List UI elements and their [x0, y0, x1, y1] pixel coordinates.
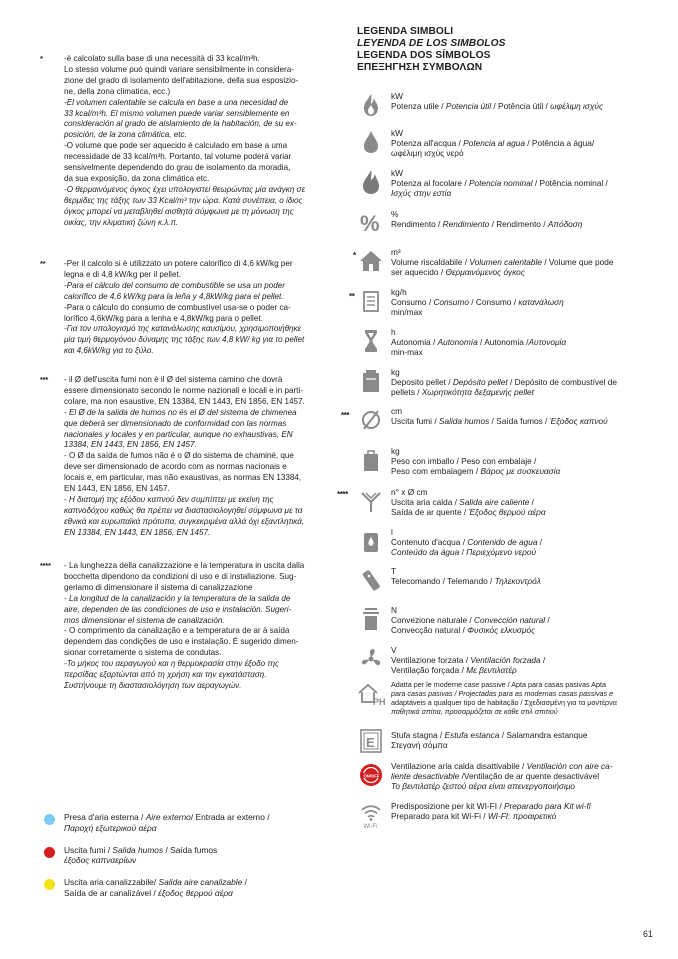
label-it: Uscita fumi	[64, 844, 106, 855]
label-es: Salida humos	[438, 416, 490, 427]
range-label: min-max	[391, 347, 423, 358]
legend-row-weight: kg Peso con imballo / Peso con embalaje / Peso com embalagem / Βάρος με συσκευασία	[356, 446, 666, 480]
label-es: Consumo	[433, 297, 469, 308]
hourglass-icon	[356, 327, 386, 355]
label-it: Contenuto d'acqua	[391, 537, 461, 548]
label-gr: Έξοδος καπνού	[549, 416, 608, 427]
label-es: Telemando	[447, 576, 488, 587]
note-line: - La lunghezza della canalizzazione e la temperatura in uscita dalla	[64, 561, 305, 570]
note-line: - La longitud de la canalización y la temperatura de la salida de	[64, 593, 291, 603]
label-pt: pellets	[391, 387, 415, 398]
note-line: consideración al grado de aislamiento de la habitación, de su ex-	[64, 119, 297, 129]
legend-row-fan-switchable: ON/OFF Ventilazione aria calda disattivabile / Ventilación con aire ca- liente desactivable /Ventilação de ar quente desactivável Το βεντιλατέρ ζεστού αέρα είναι απενεργοποιήσιμο	[356, 761, 666, 801]
label-it: Peso con imballo	[391, 456, 455, 467]
note-line: -è calcolato sulla base di una necessità di 33 kcal/m³h.	[64, 54, 260, 63]
label-it: Rendimento	[391, 219, 436, 230]
note-line: sensivelmente dependendo do grau de isolamento da moradia,	[64, 163, 291, 173]
unit-label: V	[391, 645, 397, 655]
note-line: calorífico de 4,6 kW/kg para la leña y 4,8kW/kg para el pellet.	[64, 291, 284, 301]
legend-title-gr: ΕΠΕΞΗΓΗΣΗ ΣΥΜΒΟΛΩΝ	[357, 62, 483, 73]
note-line: geriamo di dimensionare il sistema di canalizzazione	[64, 582, 253, 592]
label-gr: Βάρος με συσκευασία	[480, 466, 561, 477]
note-line: καπνοδόχου καθώς θα πρέπει να διαστασιολογηθεί σύμφωνα με τα	[64, 505, 303, 515]
note-line: zione del grado di isolamento dell'abitazione, della sua esposizio-	[64, 75, 299, 85]
label-gr: Παροχή εξωτερικού αέρα	[64, 822, 157, 833]
note-line: nacionales y locales y en particular, aunque no exhaustivas, EN	[64, 429, 293, 439]
label-es: liente desactivable	[391, 771, 460, 782]
fan-off-icon	[356, 761, 386, 789]
label-gr: έξοδος καπναερίων	[64, 855, 137, 866]
note-line: que deberá ser dimensionado de conformidad con las normas	[64, 418, 287, 428]
label-pt: Depósito de combustível de	[514, 377, 618, 388]
label-gr: Ισχύς στην εστία	[391, 188, 452, 199]
label-it: Stufa stagna	[391, 730, 438, 740]
label-it: Ventilazione forzata	[391, 655, 464, 666]
connection-legend	[44, 812, 270, 910]
label-es: Volumen calentable	[469, 257, 542, 268]
legend-row-water-power: kW Potenza all'acqua / Potencia al agua / Potência a água/ ωφέλιμη ισχύς νερό	[356, 128, 666, 162]
diameter-icon	[356, 406, 386, 434]
legend-row-autonomy: h Autonomia / Autonomía / Autonomia /Αυτονομία min-max	[356, 327, 666, 361]
fire-icon	[356, 168, 386, 196]
label-pt: Consumo	[475, 297, 512, 308]
passive-house-line: adaptáveis a qualquer tipo de habitação / Σχεδιασμένη για τα μοντέρνα	[391, 698, 617, 707]
note-line: -Ο θερμαινόμενος όγκος έχει υπολογιστεί θεωρώντας μία ανάγκη σε	[64, 184, 305, 194]
svg-text:ON/OFF: ON/OFF	[363, 773, 380, 779]
note-line: -El volumen calentable se calcula en base a una necesidad de	[64, 97, 289, 107]
water-drop-icon	[356, 128, 386, 156]
remote-control-icon	[356, 566, 386, 594]
label-es: Preparado para Kit wi-fi	[503, 801, 591, 811]
note-line: mos dimensionar el sistema de canalización.	[64, 615, 225, 625]
note-consumption	[38, 259, 326, 368]
label-gr: Στεγανή σόμπα	[391, 740, 448, 751]
passive-house-line: para casas pasivas / Projectadas para as modernas casas passivas e	[391, 689, 614, 698]
label-it: Telecomando	[391, 576, 441, 587]
note-line: -Para el cálculo del consumo de combustible se usa un poder	[64, 280, 285, 290]
label-it: Potenza al focolare	[391, 178, 463, 189]
package-weight-icon	[356, 446, 386, 474]
pellet-consumption-icon	[356, 287, 386, 315]
house-icon	[356, 247, 386, 275]
page-number: 61	[643, 929, 653, 939]
label-it: Volume riscaldabile	[391, 257, 463, 268]
note-line: θερμίδες της τάξης των 33 Kcal/m³ την ώρα. Κατά συνέπεια, ο ίδιος	[64, 195, 303, 205]
label-es: Aire externo	[145, 812, 191, 822]
note-mark: ***	[40, 375, 48, 384]
legend-row-remote: T Telecomando / Telemando / Τηλεκοντρόλ	[356, 566, 666, 600]
label-pt: Saída de ar canalizável	[64, 887, 152, 898]
label-es: Convección natural	[474, 615, 546, 626]
note-line: Lo stesso volume può quindi variare sensibilmente in considera-	[64, 64, 294, 74]
unit-label: N	[391, 605, 397, 615]
label-pt: Peso com embalagem	[391, 466, 474, 477]
label-gr: WI-FI: προαιρετικό	[487, 811, 557, 822]
legend-row-forced-ventilation: V Ventilazione forzata / Ventilación forzada / Ventilação forçada / Με βεντιλατέρ	[356, 645, 666, 679]
label-pt: Convecção natural	[391, 625, 461, 636]
note-line: - O comprimento da canalização e a temperatura de ar à saída	[64, 626, 290, 636]
label-pt: Potência nominal /	[539, 178, 608, 189]
note-line: deve ser dimensionado de acordo com as normas nacionais e	[64, 462, 287, 472]
label-pt: Potência útil	[498, 101, 544, 112]
note-line: 13384, EN 1443, EN 1856, EN 1457.	[64, 440, 197, 450]
unit-label: kW	[391, 168, 403, 178]
label-es: Salida aire caliente	[459, 497, 530, 508]
legend-title-es: LEYENDA DE LOS SIMBOLOS	[357, 38, 506, 49]
unit-label: kW	[391, 128, 403, 138]
note-star: ***	[341, 411, 350, 420]
label-es: Estufa estanca	[444, 730, 500, 740]
legend-row-nominal-power: kW Potenza al focolare / Potencia nominal / Potência nominal / Ισχύς στην εστία	[356, 168, 666, 202]
note-line: ne, della zona climatica, ecc.)	[64, 86, 171, 96]
label-it: Deposito pellet	[391, 377, 446, 388]
note-line: -O volume que pode ser aquecido é calculado em base a uma	[64, 141, 288, 151]
pellet-tank-icon	[356, 367, 386, 395]
label-pt: Ventilação de ar quente desactivável	[463, 771, 600, 782]
legend-row-efficiency: % % Rendimento / Rendimiento / Rendimento / Απόδοση	[356, 209, 666, 243]
label-es: Potencia nominal	[468, 178, 533, 189]
label-gr: Απόδοση	[547, 219, 583, 230]
note-line: - Η διατομή της εξόδου καπνού δεν συμπίπτει με εκείνη της	[64, 494, 274, 504]
label-es: Potencia útil	[445, 101, 492, 112]
note-line: necessidade de 33 kcal/m³h. Portanto, tal volume poderá variar	[64, 152, 292, 162]
label-gr: κατανάλωση	[518, 297, 564, 308]
legend-row-natural-convection: N Convezione naturale / Convección natural / Convecção natural / Φυσικός ελκυσμός	[356, 605, 666, 639]
hot-air-outlet-icon	[356, 487, 386, 515]
label-it: Predisposizione per kit WI-FI	[391, 801, 498, 811]
passive-house-icon	[356, 680, 386, 708]
note-line: sionar corretamente o sistema de condutas.	[64, 648, 222, 658]
note-line: locais e, em particular, mas não exaustivas, as normas EN 13384,	[64, 473, 302, 483]
wifi-icon	[356, 801, 386, 829]
legend-title-pt: LEGENDA DOS SÍMBOLOS	[357, 50, 491, 61]
note-line: essere dimensionato secondo le norme nazionali e locali e in parti-	[64, 385, 303, 395]
label-it: Ventilazione aria calda disattivabile	[391, 761, 520, 771]
unit-label: kg	[391, 367, 400, 377]
svg-text:PH: PH	[373, 697, 386, 707]
note-line: dependem das condições de uso e instalação. É sugerido dimen-	[64, 637, 299, 647]
legend-row-consumption: ** kg/h Consumo / Consumo / Consumo / κατανάλωση min/max	[356, 287, 666, 321]
unit-label: n° x Ø cm	[391, 487, 428, 497]
legend-row-passive-house	[356, 680, 666, 720]
label-it: Potenza utile	[391, 101, 439, 112]
flame-icon	[356, 91, 386, 119]
note-line: aire, dependen de las condiciones de uso e instalación. Sugeri-	[64, 604, 292, 614]
label-es: Rendimiento	[442, 219, 490, 230]
label-es: Peso con embalaje	[461, 456, 532, 467]
label-gr: Έξοδος θερμού αέρα	[468, 507, 546, 518]
label-gr: Περιεχόμενο νερού	[466, 547, 537, 558]
legend-row-sealed-stove: E Stufa stagna / Estufa estanca / Salamandra estanque Στεγανή σόμπα	[356, 727, 666, 761]
legend-title	[357, 26, 506, 74]
label-it: Convezione naturale	[391, 615, 468, 626]
note-star: **	[349, 292, 355, 301]
label-gr: Το βεντιλατέρ ζεστού αέρα είναι απενεργοποιήσιμο	[391, 781, 575, 792]
note-ducting	[38, 561, 326, 692]
label-pt: ser aquecido	[391, 267, 439, 278]
label-es: Potencia al agua	[463, 138, 525, 149]
unit-label: l	[391, 527, 393, 537]
label-pt: Saída de ar quente	[391, 507, 462, 518]
label-es: Contenido de agua	[467, 537, 538, 548]
note-line: posición, de la zona climática, etc.	[64, 130, 187, 140]
water-tank-icon	[356, 527, 386, 555]
natural-convection-icon	[356, 605, 386, 633]
label-pt: Potência a água/	[531, 138, 595, 149]
note-mark: *	[40, 54, 43, 63]
note-line: - El Ø de la salida de humos no és el Ø del sistema de chimenea	[64, 407, 297, 417]
label-gr: ωφέλιμη ισχύς	[550, 101, 604, 112]
label-it: Uscita aria calda	[391, 497, 453, 508]
legend-row-pellet-tank: kg Deposito pellet / Depósito pellet / Depósito de combustível de pellets / Χωρητικότητα δεξαμενής pellet	[356, 367, 666, 401]
note-volume	[38, 54, 326, 242]
note-line: - il Ø dell'uscita fumi non è il Ø del sistema camino che dovrà	[64, 375, 283, 384]
label-gr: Φυσικός ελκυσμός	[467, 625, 536, 636]
note-line: και 4,6kW/kg για το ξύλο.	[64, 346, 154, 356]
unit-label: kW	[391, 91, 403, 101]
note-line: EN 13384, EN 1443, EN 1856, EN 1457.	[64, 527, 211, 537]
legend-row-flue-outlet: *** cm Uscita fumi / Salida humos / Saída fumos / Έξοδος καπνού	[356, 406, 666, 440]
legend-title-it: LEGENDA SIMBOLI	[357, 26, 454, 37]
note-line: οικίας, την κλιματική ζώνη κ.λ.π.	[64, 217, 179, 227]
note-line: -Para o cálculo do consumo de combustível usa-se o poder ca-	[64, 302, 291, 312]
dot-row-ducted-air: Uscita aria canalizzabile/ Salida aire canalizable / Saída de ar canalizável / έξοδος θερμού αέρα	[44, 877, 270, 899]
label-pt: Rendimento	[496, 219, 541, 230]
percent-icon	[356, 209, 386, 237]
unit-label: T	[391, 566, 397, 576]
label-gr: Αυτονομία	[528, 337, 567, 348]
label-gr: Τηλεκοντρόλ	[494, 576, 541, 587]
label-pt: Autonomia	[484, 337, 524, 348]
svg-text:E: E	[366, 735, 375, 750]
note-line: όγκος μπορεί να μεταβληθεί αισθητά σύμφωνα με τη μόνωση της	[64, 206, 294, 216]
note-flue	[38, 375, 326, 545]
label-it: Potenza all'acqua	[391, 138, 457, 149]
red-dot-icon	[44, 847, 55, 858]
label-es: Depósito pellet	[452, 377, 508, 388]
dot-row-air-intake: Presa d'aria esterna / Aire externo/ Entrada ar externo / Παροχή εξωτερικού αέρα	[44, 812, 270, 834]
label-it: Consumo	[391, 297, 427, 308]
unit-label: kg	[391, 446, 400, 456]
label-pt: Ventilação forçada	[391, 665, 460, 676]
label-pt: Preparado para kit Wi-Fi	[391, 811, 481, 822]
note-line: εθνικά και ευρωπαϊκά πρότυπα, συγκεκριμένα αλλά όχι εξαντλητικά,	[64, 516, 305, 526]
label-es: Ventilación con aire ca-	[526, 761, 613, 771]
note-mark: ****	[40, 561, 51, 570]
legend-row-water-content: l Contenuto d'acqua / Contenido de agua / Conteúdo da água / Περιεχόμενο νερού	[356, 527, 666, 561]
label-es: Ventilación forzada	[470, 655, 541, 666]
fan-icon	[356, 645, 386, 673]
note-line: - O Ø da saída de fumos não é o Ø do sistema de chaminé, que	[64, 451, 294, 461]
label-pt: Conteúdo da água	[391, 547, 460, 558]
label-gr: Με βεντιλατέρ	[466, 665, 517, 676]
note-star: ****	[337, 490, 348, 499]
note-star: *	[353, 251, 356, 260]
unit-label: kg/h	[391, 287, 407, 297]
legend-row-wifi: Wi-Fi Predisposizione per kit WI-FI / Preparado para Kit wi-fi Preparado para kit Wi-Fi / WI-FI: προαιρετικό	[356, 801, 666, 835]
label-pt: Entrada ar externo /	[195, 812, 270, 822]
svg-text:%: %	[360, 211, 380, 236]
note-line: colare, ma non esaustive, EN 13384, EN 1443, EN 1856, EN 1457.	[64, 396, 305, 406]
dot-row-flue: Uscita fumi / Salida humos / Saída fumos έξοδος καπναερίων	[44, 845, 270, 867]
label-it: Presa d'aria esterna	[64, 812, 139, 822]
blue-dot-icon	[44, 814, 55, 825]
passive-house-line: παθητικά σπίτια, προσαρμόζεται σε κάθε στιλ σπιτιού	[391, 707, 558, 716]
label-gr: ωφέλιμη ισχύς νερό	[391, 148, 464, 159]
sealed-stove-icon	[356, 727, 386, 755]
legend-row-heatable-volume: * m³ Volume riscaldabile / Volumen calentable / Volume que pode ser aquecido / Θερμαινόμενος όγκος	[356, 247, 666, 281]
legend-row-hot-air-outlet: **** n° x Ø cm Uscita aria calda / Salida aire caliente / Saída de ar quente / Έξοδος θερμού αέρα	[356, 487, 666, 521]
label-es: Salida humos	[112, 844, 164, 855]
note-line: περσίδας εξαρτώνται από τη χρήση και την εγκατάσταση.	[64, 670, 267, 680]
label-it: Uscita aria canalizzabile	[64, 877, 154, 888]
range-label: min/max	[391, 307, 423, 318]
label-es: Autonomía	[437, 337, 478, 348]
note-line: EN 1443, EN 1856, EN 1457.	[64, 484, 170, 494]
passive-house-line: Adatta per le moderne case passive / Apta para casas pasivas Apta	[391, 680, 606, 689]
note-line: -Το μήκος του αεραγωγού και η θερμοκρασία στην έξοδο της	[64, 659, 279, 669]
label-it: Autonomia	[391, 337, 431, 348]
notes-column	[38, 54, 326, 692]
note-line: -Για τον υπολογισμό της κατανάλωσης καυσίμου, χρησιμοποιήθηκε	[64, 324, 302, 334]
yellow-dot-icon	[44, 879, 55, 890]
label-pt: Volume que pode	[548, 257, 614, 268]
label-pt: Saída fumos	[496, 416, 543, 427]
note-line: da sua exposição, da zona climática etc.	[64, 173, 210, 183]
unit-label: m³	[391, 247, 401, 257]
label-pt: Salamandra estanque	[506, 730, 588, 740]
label-es: Salida aire canalizable	[158, 877, 243, 888]
note-line: legna e di 4,8 kW/kg per il pellet.	[64, 269, 181, 279]
label-it: Uscita fumi	[391, 416, 433, 427]
label-gr: Χωρητικότητα δεξαμενής pellet	[421, 387, 534, 398]
note-line: lorífico 4,6kW/kg para a lenha e 4,8kW/kg para o pellet.	[64, 313, 263, 323]
unit-label: cm	[391, 406, 403, 416]
note-line: μία τιμή θερμογόνου δύναμης της τάξης των 4,8 kW/ kg για το pellet	[64, 335, 305, 345]
label-gr: έξοδος θερμού αέρα	[158, 887, 233, 898]
unit-label: h	[391, 327, 396, 337]
unit-label: %	[391, 209, 399, 219]
note-line: -Per il calcolo si è utilizzato un potere calorifico di 4,6 kW/kg per	[64, 259, 293, 268]
label-pt: Saída fumos	[170, 844, 218, 855]
wifi-icon-label: Wi-Fi	[363, 824, 378, 829]
note-line: bocchetta dipendono da condizioni di uso e di installazione. Sug-	[64, 571, 297, 581]
note-mark: **	[40, 259, 46, 268]
legend-row-useful-power: kW Potenza utile / Potencia útil / Potência útil / ωφέλιμη ισχύς	[356, 91, 666, 125]
note-line: Συστήνουμε τη διαστασιολόγηση των αεραγωγών.	[64, 680, 242, 690]
label-gr: Θερμαινόμενος όγκος	[445, 267, 525, 278]
note-line: 33 kcal/m³h. El mismo volumen puede variar sensiblemente en	[64, 108, 290, 118]
